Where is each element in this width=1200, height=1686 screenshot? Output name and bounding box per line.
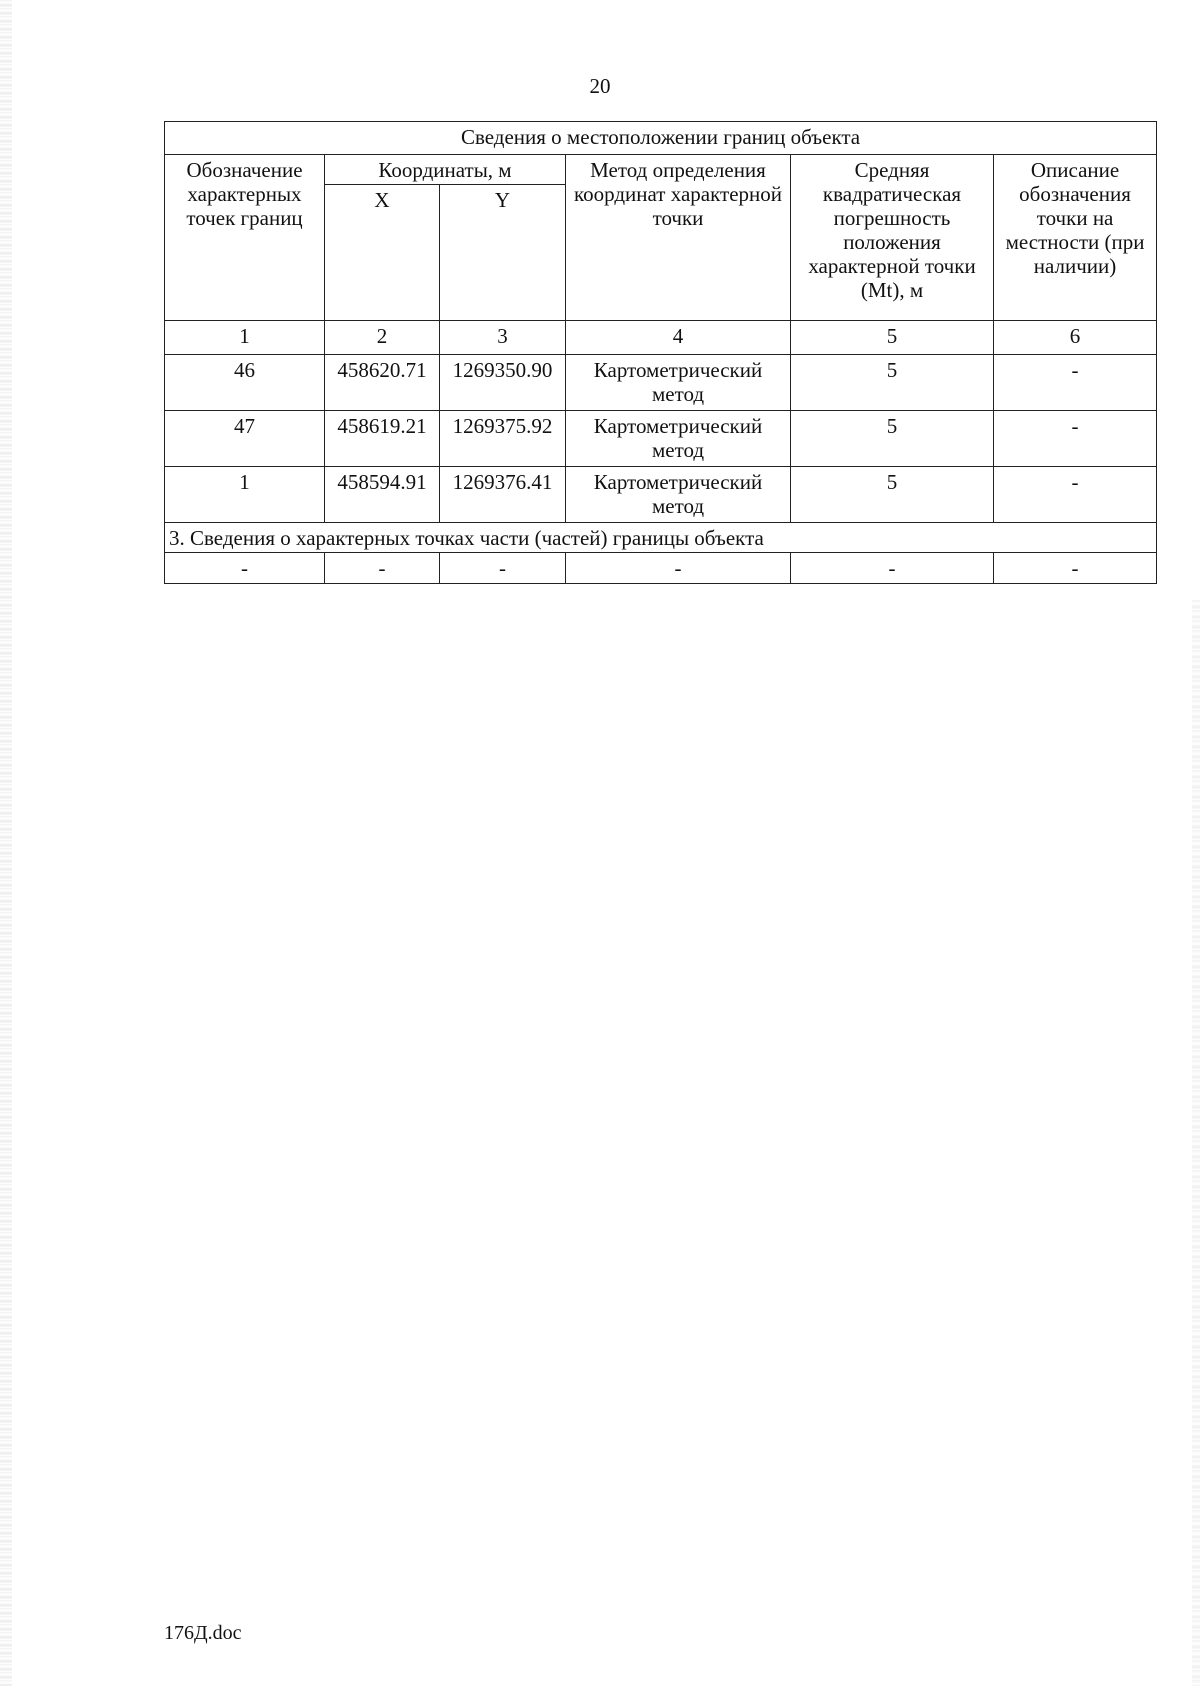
cell-dash: - [566,553,791,584]
cell-point: 47 [165,411,325,467]
cell-dash: - [165,553,325,584]
cell-y: 1269375.92 [440,411,566,467]
section-3-row [165,553,1157,584]
table-row [165,411,1157,467]
footer-filename: 176Д.doc [164,1622,242,1644]
boundary-table-container [164,121,1156,584]
boundary-coordinates-table [164,121,1157,584]
cell-description: - [994,467,1157,523]
table-row [165,355,1157,411]
cell-error: 5 [791,355,994,411]
page-number: 20 [589,74,611,98]
header-description: Описание обозначения точки на местности (при наличии) [994,155,1157,321]
cell-method: Картометрический метод [566,411,791,467]
table-row [165,467,1157,523]
header-x: X [325,185,440,321]
cell-dash: - [325,553,440,584]
cell-x: 458619.21 [325,411,440,467]
cell-dash: - [791,553,994,584]
cell-point: 46 [165,355,325,411]
header-point-designation: Обозначение характерных точек границ [165,155,325,321]
column-number: 5 [791,321,994,355]
header-y: Y [440,185,566,321]
cell-method: Картометрический метод [566,355,791,411]
cell-error: 5 [791,411,994,467]
column-number: 6 [994,321,1157,355]
column-number: 3 [440,321,566,355]
table-title: Сведения о местоположении границ объекта [165,122,1157,155]
section-3-title: 3. Сведения о характерных точках части (частей) границы объекта [165,523,1157,553]
cell-method: Картометрический метод [566,467,791,523]
column-number: 4 [566,321,791,355]
cell-description: - [994,355,1157,411]
header-method: Метод определения координат характерной точки [566,155,791,321]
column-number: 1 [165,321,325,355]
column-number: 2 [325,321,440,355]
scan-edge-left [0,0,12,1686]
cell-x: 458620.71 [325,355,440,411]
cell-error: 5 [791,467,994,523]
cell-dash: - [440,553,566,584]
cell-dash: - [994,553,1157,584]
cell-x: 458594.91 [325,467,440,523]
cell-description: - [994,411,1157,467]
column-number-row [165,321,1157,355]
header-error: Средняя квадратическая погрешность положения характерной точки (Mt), м [791,155,994,321]
cell-point: 1 [165,467,325,523]
scan-edge-right [1192,600,1200,1686]
cell-y: 1269350.90 [440,355,566,411]
header-coordinates: Координаты, м [325,155,566,185]
cell-y: 1269376.41 [440,467,566,523]
